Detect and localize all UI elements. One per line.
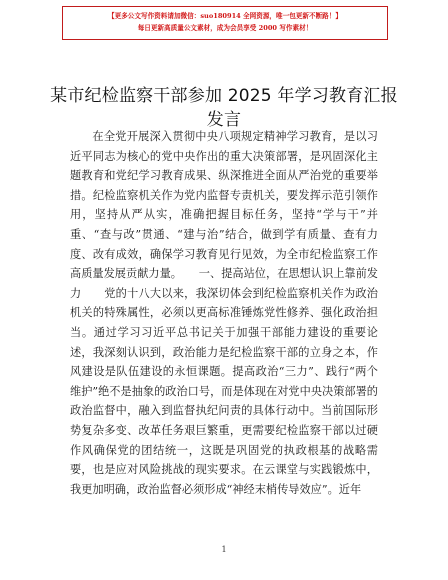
document-body [70,127,378,499]
document-title: 某市纪检监察干部参加 2025 年学习教育汇报发言 [50,86,398,130]
body-paragraph: 在全党开展深入贯彻中央八项规定精神学习教育，是以习近平同志为核心的党中央作出的重大决策部署，是巩固深化主题教育和党纪学习教育成果、纵深推进全面从严治党的重要举措。纪检监察机关作为党内监督专责机关，要发挥示范引领作用，坚持从严从实，准确把握目标任务，坚持“学与干”并重、“查与改”贯通、“建与治”结合，做到学有质量、查有力度、改有成效，确保学习教育见行见效，为全市纪检监察工作高质量发展贡献力量。 一、提高站位，在思想认识上靠前发力 党的十八大以来，我深切体会到纪检监察机关作为政治机关的特殊属性，必须以更高标准锤炼党性修养、强化政治担当。通过学习习近平总书记关于加强干部能力建设的重要论述，我深刻认识到，政治能力是纪检监察干部的立身之本，作风建设是队伍建设的永恒课题。提高政治“三力”、践行“两个维护”绝不是抽象的政治口号，而是体现在对党中央决策部署的政治监督中，融入到监督执纪问责的具体行动中。当前国际形势复杂多变、改革任务艰巨繁重，更需要纪检监察干部以过硬作风确保党的团结统一，这既是巩固党的执政根基的战略需要，也是应对风险挑战的现实要求。在云课堂与实践锻炼中，我更加明确，政治监督必须形成“神经末梢传导效应”。近年 [70,130,378,496]
promo-banner-line-1: 【更多公文写作资料请加微信：suo180914 全网资源，唯一包更新不断路！】 [108,12,342,20]
promo-banner [62,6,388,40]
promo-banner-line-2: 每日更新高质量公文素材，成为会员享受 2000 写作素材！ [137,24,313,32]
page-number: 1 [221,545,227,554]
